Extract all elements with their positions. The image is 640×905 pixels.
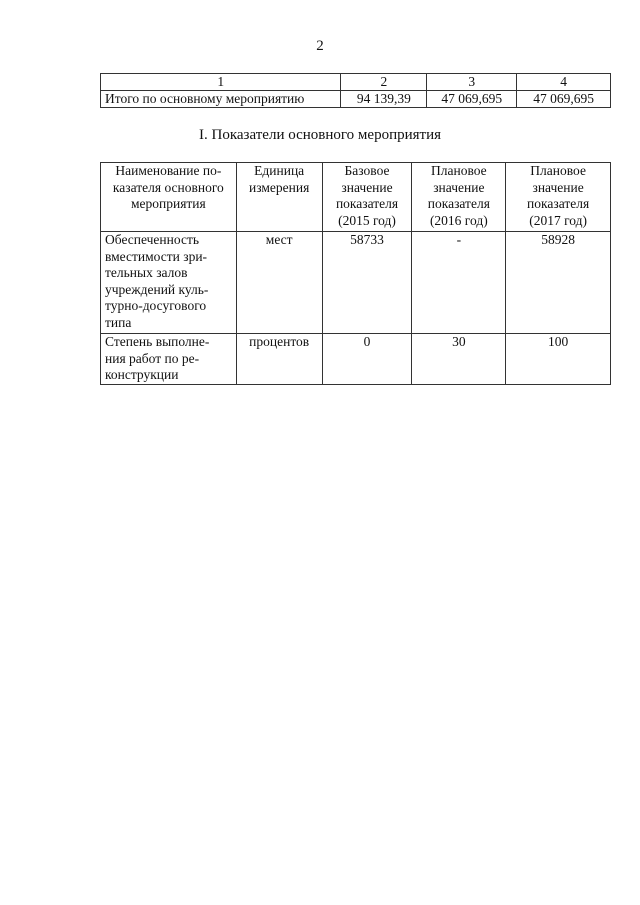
- unit-cell: процентов: [236, 334, 322, 385]
- header-base-2015: Базовое значение показателя (2015 год): [322, 163, 412, 232]
- table-row: [101, 232, 611, 334]
- unit-cell: мест: [236, 232, 322, 334]
- header-indicator-name: Наименование по- казателя основного мероприятия: [101, 163, 237, 232]
- indicator-name-cell: Обеспеченность вместимости зри- тельных залов учреждений куль- турно-досугового типа: [101, 232, 237, 334]
- plan-2016-cell: -: [412, 232, 506, 334]
- base-value-cell: 0: [322, 334, 412, 385]
- plan-2017-cell: 58928: [506, 232, 611, 334]
- column-number-cell: 4: [517, 74, 611, 91]
- totals-row: [101, 91, 611, 108]
- totals-value-cell: 47 069,695: [517, 91, 611, 108]
- indicators-table: [100, 162, 611, 385]
- column-number-cell: 1: [101, 74, 341, 91]
- column-number-cell: 3: [427, 74, 517, 91]
- plan-2017-cell: 100: [506, 334, 611, 385]
- plan-2016-cell: 30: [412, 334, 506, 385]
- page-number: 2: [316, 38, 324, 54]
- column-number-cell: 2: [341, 74, 427, 91]
- table-row: [101, 334, 611, 385]
- indicators-header-row: [101, 163, 611, 232]
- indicator-name-cell: Степень выполне- ния работ по ре- конструкции: [101, 334, 237, 385]
- section-title: I. Показатели основного мероприятия: [199, 127, 441, 143]
- header-plan-2017: Плановое значение показателя (2017 год): [506, 163, 611, 232]
- totals-value-cell: 47 069,695: [427, 91, 517, 108]
- totals-value-cell: 94 139,39: [341, 91, 427, 108]
- header-unit: Единица измерения: [236, 163, 322, 232]
- totals-header-row: [101, 74, 611, 91]
- header-plan-2016: Плановое значение показателя (2016 год): [412, 163, 506, 232]
- base-value-cell: 58733: [322, 232, 412, 334]
- totals-label-cell: Итого по основному мероприятию: [101, 91, 341, 108]
- totals-table: [100, 73, 611, 108]
